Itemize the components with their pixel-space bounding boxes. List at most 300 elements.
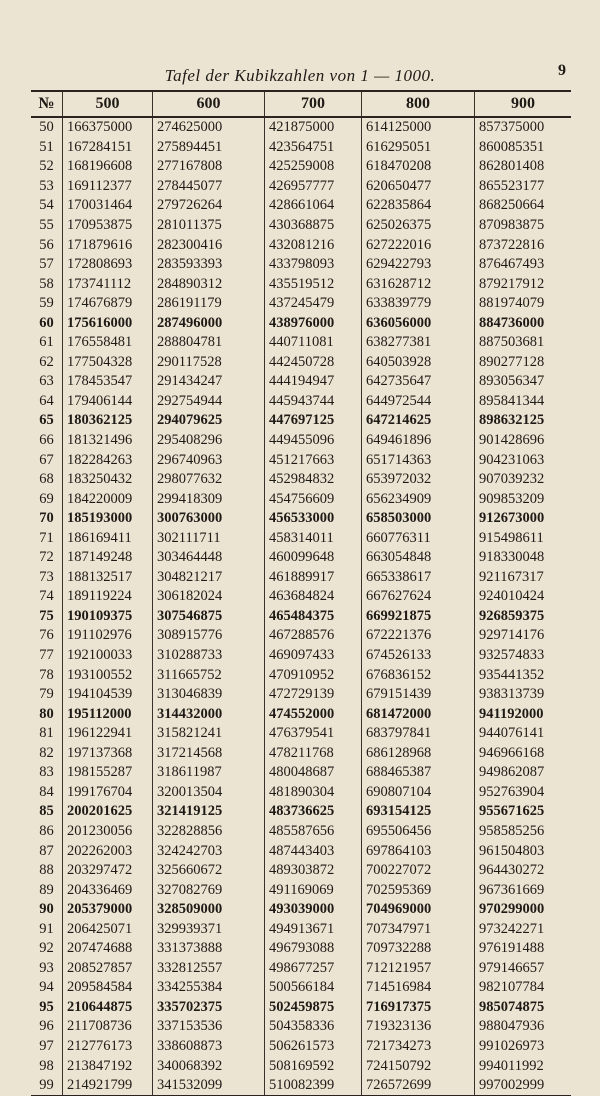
cube-600-cell: 284890312 xyxy=(152,274,264,294)
table-row xyxy=(31,235,571,255)
cube-700-cell: 438976000 xyxy=(264,313,361,333)
cube-700-cell: 421875000 xyxy=(264,118,361,138)
cube-700-cell: 447697125 xyxy=(264,411,361,431)
cube-500-cell: 213847192 xyxy=(62,1056,152,1076)
row-number-cell: 97 xyxy=(39,1037,54,1054)
row-number-cell: 79 xyxy=(39,686,54,703)
cube-500-cell: 196122941 xyxy=(62,724,152,744)
cube-900-cell: 907039232 xyxy=(474,470,571,490)
cube-700-cell: 435519512 xyxy=(264,274,361,294)
cube-700-cell: 494913671 xyxy=(264,919,361,939)
page-number: 9 xyxy=(558,62,566,79)
cube-900-cell: 868250664 xyxy=(474,196,571,216)
row-number-cell: 75 xyxy=(39,607,54,624)
cube-900-cell: 997002999 xyxy=(474,1076,571,1096)
cube-900-cell: 865523177 xyxy=(474,177,571,197)
cube-500-cell: 199176704 xyxy=(62,783,152,803)
cube-900-cell: 967361669 xyxy=(474,880,571,900)
cube-700-cell: 502459875 xyxy=(264,998,361,1018)
table-row xyxy=(31,138,571,158)
cube-600-cell: 295408296 xyxy=(152,431,264,451)
row-number-cell: 69 xyxy=(39,490,54,507)
cube-800-cell: 702595369 xyxy=(361,880,474,900)
cube-800-cell: 656234909 xyxy=(361,489,474,509)
row-number-cell: 87 xyxy=(39,842,54,859)
cube-600-cell: 303464448 xyxy=(152,548,264,568)
cube-900-cell: 918330048 xyxy=(474,548,571,568)
cube-600-cell: 338608873 xyxy=(152,1037,264,1057)
row-number-cell: 64 xyxy=(39,392,54,409)
cube-600-cell: 321419125 xyxy=(152,802,264,822)
cube-500-cell: 184220009 xyxy=(62,489,152,509)
cube-900-cell: 890277128 xyxy=(474,353,571,373)
cube-800-cell: 622835864 xyxy=(361,196,474,216)
cube-600-cell: 299418309 xyxy=(152,489,264,509)
cube-600-cell: 306182024 xyxy=(152,587,264,607)
cube-600-cell: 324242703 xyxy=(152,841,264,861)
cube-700-cell: 489303872 xyxy=(264,861,361,881)
cube-800-cell: 690807104 xyxy=(361,783,474,803)
table-row xyxy=(31,431,571,451)
cube-600-cell: 274625000 xyxy=(152,118,264,138)
cube-600-cell: 290117528 xyxy=(152,353,264,373)
table-row xyxy=(31,763,571,783)
row-number-cell: 91 xyxy=(39,920,54,937)
cube-800-cell: 642735647 xyxy=(361,372,474,392)
cube-900-cell: 941192000 xyxy=(474,704,571,724)
page-header xyxy=(30,60,570,90)
cube-600-cell: 281011375 xyxy=(152,216,264,236)
table-row xyxy=(31,919,571,939)
cube-500-cell: 192100033 xyxy=(62,646,152,666)
cube-500-cell: 172808693 xyxy=(62,255,152,275)
table-row xyxy=(31,939,571,959)
cube-900-cell: 988047936 xyxy=(474,1017,571,1037)
row-number-cell: 74 xyxy=(39,588,54,605)
row-number-cell: 83 xyxy=(39,764,54,781)
cube-500-cell: 200201625 xyxy=(62,802,152,822)
cube-900-cell: 935441352 xyxy=(474,665,571,685)
row-number-cell: 67 xyxy=(39,451,54,468)
cube-600-cell: 307546875 xyxy=(152,607,264,627)
cube-500-cell: 195112000 xyxy=(62,704,152,724)
row-number-cell: 58 xyxy=(39,275,54,292)
cube-500-cell: 191102976 xyxy=(62,626,152,646)
cube-900-cell: 893056347 xyxy=(474,372,571,392)
cube-700-cell: 500566184 xyxy=(264,978,361,998)
cube-800-cell: 707347971 xyxy=(361,919,474,939)
row-number-cell: 95 xyxy=(39,998,54,1015)
cube-900-cell: 976191488 xyxy=(474,939,571,959)
table-row xyxy=(31,177,571,197)
table-header xyxy=(31,92,571,118)
row-number-cell: 76 xyxy=(39,627,54,644)
cube-700-cell: 469097433 xyxy=(264,646,361,666)
cube-700-cell: 496793088 xyxy=(264,939,361,959)
table-row xyxy=(31,802,571,822)
table-row xyxy=(31,353,571,373)
table-row xyxy=(31,978,571,998)
row-number-cell: 52 xyxy=(39,158,54,175)
row-number-cell: 99 xyxy=(39,1077,54,1094)
cube-500-cell: 190109375 xyxy=(62,607,152,627)
cube-500-cell: 180362125 xyxy=(62,411,152,431)
cube-600-cell: 275894451 xyxy=(152,138,264,158)
table-row xyxy=(31,998,571,1018)
cube-900-cell: 985074875 xyxy=(474,998,571,1018)
row-number-cell: 98 xyxy=(39,1057,54,1074)
cube-500-cell: 214921799 xyxy=(62,1076,152,1096)
cube-600-cell: 314432000 xyxy=(152,704,264,724)
table-row xyxy=(31,685,571,705)
row-number-cell: 60 xyxy=(39,314,54,331)
cube-600-cell: 327082769 xyxy=(152,880,264,900)
table-row xyxy=(31,509,571,529)
row-number-cell: 92 xyxy=(39,940,54,957)
cube-800-cell: 683797841 xyxy=(361,724,474,744)
cube-800-cell: 679151439 xyxy=(361,685,474,705)
cube-500-cell: 183250432 xyxy=(62,470,152,490)
column-header-700: 700 xyxy=(264,92,361,116)
table-row xyxy=(31,607,571,627)
cube-600-cell: 278445077 xyxy=(152,177,264,197)
cube-700-cell: 425259008 xyxy=(264,157,361,177)
cube-700-cell: 478211768 xyxy=(264,744,361,764)
table-row xyxy=(31,841,571,861)
cube-900-cell: 952763904 xyxy=(474,783,571,803)
cube-600-cell: 313046839 xyxy=(152,685,264,705)
cube-700-cell: 456533000 xyxy=(264,509,361,529)
cube-900-cell: 946966168 xyxy=(474,744,571,764)
table-row xyxy=(31,372,571,392)
cube-700-cell: 470910952 xyxy=(264,665,361,685)
cube-600-cell: 291434247 xyxy=(152,372,264,392)
row-number-cell: 70 xyxy=(39,510,54,527)
cube-900-cell: 887503681 xyxy=(474,333,571,353)
cube-500-cell: 169112377 xyxy=(62,177,152,197)
cube-700-cell: 445943744 xyxy=(264,392,361,412)
cube-500-cell: 175616000 xyxy=(62,313,152,333)
table-row xyxy=(31,528,571,548)
cube-900-cell: 909853209 xyxy=(474,489,571,509)
cube-500-cell: 197137368 xyxy=(62,744,152,764)
cube-700-cell: 452984832 xyxy=(264,470,361,490)
row-number-cell: 90 xyxy=(39,901,54,918)
cube-500-cell: 194104539 xyxy=(62,685,152,705)
cube-500-cell: 170031464 xyxy=(62,196,152,216)
table-row xyxy=(31,959,571,979)
table-body xyxy=(31,118,571,1095)
row-number-cell: 77 xyxy=(39,647,54,664)
cube-900-cell: 915498611 xyxy=(474,528,571,548)
row-number-cell: 84 xyxy=(39,783,54,800)
cube-900-cell: 949862087 xyxy=(474,763,571,783)
row-number-cell: 93 xyxy=(39,959,54,976)
cube-900-cell: 973242271 xyxy=(474,919,571,939)
cube-600-cell: 304821217 xyxy=(152,568,264,588)
cube-600-cell: 334255384 xyxy=(152,978,264,998)
cube-500-cell: 167284151 xyxy=(62,138,152,158)
cube-600-cell: 287496000 xyxy=(152,313,264,333)
cube-800-cell: 667627624 xyxy=(361,587,474,607)
cube-900-cell: 938313739 xyxy=(474,685,571,705)
cube-800-cell: 704969000 xyxy=(361,900,474,920)
cube-800-cell: 636056000 xyxy=(361,313,474,333)
cube-500-cell: 205379000 xyxy=(62,900,152,920)
cube-800-cell: 629422793 xyxy=(361,255,474,275)
cube-800-cell: 714516984 xyxy=(361,978,474,998)
row-number-cell: 55 xyxy=(39,217,54,233)
cube-900-cell: 982107784 xyxy=(474,978,571,998)
cube-700-cell: 493039000 xyxy=(264,900,361,920)
cube-700-cell: 432081216 xyxy=(264,235,361,255)
cube-500-cell: 174676879 xyxy=(62,294,152,314)
row-number-cell: 59 xyxy=(39,295,54,312)
cube-800-cell: 625026375 xyxy=(361,216,474,236)
cube-800-cell: 676836152 xyxy=(361,665,474,685)
cube-500-cell: 188132517 xyxy=(62,568,152,588)
row-number-cell: 78 xyxy=(39,666,54,683)
row-number-cell: 89 xyxy=(39,881,54,898)
cube-800-cell: 674526133 xyxy=(361,646,474,666)
cube-900-cell: 876467493 xyxy=(474,255,571,275)
table-row xyxy=(31,626,571,646)
cube-900-cell: 884736000 xyxy=(474,313,571,333)
cube-900-cell: 958585256 xyxy=(474,822,571,842)
row-number-cell: 66 xyxy=(39,432,54,449)
row-number-cell: 54 xyxy=(39,197,54,214)
cube-700-cell: 460099648 xyxy=(264,548,361,568)
cube-800-cell: 672221376 xyxy=(361,626,474,646)
column-header-500: 500 xyxy=(62,92,152,116)
cubes-table xyxy=(31,90,571,1096)
cube-800-cell: 660776311 xyxy=(361,528,474,548)
cube-900-cell: 921167317 xyxy=(474,568,571,588)
cube-500-cell: 173741112 xyxy=(62,274,152,294)
row-number-cell: 56 xyxy=(39,236,54,253)
cube-800-cell: 649461896 xyxy=(361,431,474,451)
cube-900-cell: 991026973 xyxy=(474,1037,571,1057)
cube-500-cell: 168196608 xyxy=(62,157,152,177)
cube-700-cell: 504358336 xyxy=(264,1017,361,1037)
cube-600-cell: 283593393 xyxy=(152,255,264,275)
cube-600-cell: 298077632 xyxy=(152,470,264,490)
cube-500-cell: 171879616 xyxy=(62,235,152,255)
cube-600-cell: 296740963 xyxy=(152,450,264,470)
row-number-cell: 94 xyxy=(39,979,54,996)
cube-600-cell: 292754944 xyxy=(152,392,264,412)
row-number-cell: 65 xyxy=(39,412,54,429)
cube-600-cell: 317214568 xyxy=(152,744,264,764)
cube-700-cell: 444194947 xyxy=(264,372,361,392)
cube-800-cell: 618470208 xyxy=(361,157,474,177)
cube-900-cell: 970299000 xyxy=(474,900,571,920)
table-row xyxy=(31,157,571,177)
cube-900-cell: 994011992 xyxy=(474,1056,571,1076)
cube-700-cell: 506261573 xyxy=(264,1037,361,1057)
cube-500-cell: 187149248 xyxy=(62,548,152,568)
cube-800-cell: 647214625 xyxy=(361,411,474,431)
row-number-cell: 50 xyxy=(39,119,54,136)
row-number-cell: 63 xyxy=(39,373,54,390)
cube-600-cell: 315821241 xyxy=(152,724,264,744)
cube-700-cell: 426957777 xyxy=(264,177,361,197)
cube-800-cell: 719323136 xyxy=(361,1017,474,1037)
cube-600-cell: 300763000 xyxy=(152,509,264,529)
cube-700-cell: 487443403 xyxy=(264,841,361,861)
cube-800-cell: 633839779 xyxy=(361,294,474,314)
cube-800-cell: 627222016 xyxy=(361,235,474,255)
cube-900-cell: 929714176 xyxy=(474,626,571,646)
table-row xyxy=(31,646,571,666)
table-row xyxy=(31,783,571,803)
cube-600-cell: 286191179 xyxy=(152,294,264,314)
cube-800-cell: 631628712 xyxy=(361,274,474,294)
cube-500-cell: 178453547 xyxy=(62,372,152,392)
cube-500-cell: 209584584 xyxy=(62,978,152,998)
table-row xyxy=(31,450,571,470)
cube-900-cell: 862801408 xyxy=(474,157,571,177)
cube-900-cell: 961504803 xyxy=(474,841,571,861)
row-number-cell: 51 xyxy=(39,138,54,155)
cube-900-cell: 912673000 xyxy=(474,509,571,529)
cube-700-cell: 498677257 xyxy=(264,959,361,979)
cube-600-cell: 282300416 xyxy=(152,235,264,255)
cube-700-cell: 485587656 xyxy=(264,822,361,842)
cube-700-cell: 430368875 xyxy=(264,216,361,236)
cube-900-cell: 870983875 xyxy=(474,216,571,236)
table-row xyxy=(31,665,571,685)
row-number-cell: 57 xyxy=(39,256,54,273)
row-number-cell: 82 xyxy=(39,744,54,761)
cube-600-cell: 279726264 xyxy=(152,196,264,216)
cube-600-cell: 311665752 xyxy=(152,665,264,685)
cube-700-cell: 458314011 xyxy=(264,528,361,548)
cube-500-cell: 166375000 xyxy=(62,118,152,138)
cube-600-cell: 322828856 xyxy=(152,822,264,842)
table-row xyxy=(31,1076,571,1096)
row-number-cell: 80 xyxy=(39,705,54,722)
cube-900-cell: 944076141 xyxy=(474,724,571,744)
cube-700-cell: 463684824 xyxy=(264,587,361,607)
cube-700-cell: 440711081 xyxy=(264,333,361,353)
cube-700-cell: 474552000 xyxy=(264,704,361,724)
table-row xyxy=(31,196,571,216)
table-row xyxy=(31,587,571,607)
cube-700-cell: 461889917 xyxy=(264,568,361,588)
cube-500-cell: 198155287 xyxy=(62,763,152,783)
cube-500-cell: 204336469 xyxy=(62,880,152,900)
cube-800-cell: 693154125 xyxy=(361,802,474,822)
column-header-number: № xyxy=(38,95,55,112)
cube-800-cell: 638277381 xyxy=(361,333,474,353)
cube-600-cell: 288804781 xyxy=(152,333,264,353)
cube-800-cell: 620650477 xyxy=(361,177,474,197)
row-number-cell: 61 xyxy=(39,334,54,351)
cube-900-cell: 979146657 xyxy=(474,959,571,979)
cube-800-cell: 616295051 xyxy=(361,138,474,158)
cube-600-cell: 329939371 xyxy=(152,919,264,939)
cube-500-cell: 211708736 xyxy=(62,1017,152,1037)
cube-500-cell: 207474688 xyxy=(62,939,152,959)
table-row xyxy=(31,411,571,431)
table-row xyxy=(31,568,571,588)
cube-600-cell: 341532099 xyxy=(152,1076,264,1096)
cube-500-cell: 202262003 xyxy=(62,841,152,861)
cube-900-cell: 860085351 xyxy=(474,138,571,158)
cube-700-cell: 451217663 xyxy=(264,450,361,470)
cube-800-cell: 669921875 xyxy=(361,607,474,627)
cube-700-cell: 437245479 xyxy=(264,294,361,314)
table-row xyxy=(31,470,571,490)
cube-800-cell: 665338617 xyxy=(361,568,474,588)
cube-800-cell: 640503928 xyxy=(361,353,474,373)
row-number-cell: 86 xyxy=(39,822,54,839)
cube-700-cell: 508169592 xyxy=(264,1056,361,1076)
cube-500-cell: 201230056 xyxy=(62,822,152,842)
cube-600-cell: 302111711 xyxy=(152,528,264,548)
cube-800-cell: 709732288 xyxy=(361,939,474,959)
table-row xyxy=(31,489,571,509)
cube-700-cell: 467288576 xyxy=(264,626,361,646)
cube-600-cell: 294079625 xyxy=(152,411,264,431)
table-row xyxy=(31,333,571,353)
cube-600-cell: 331373888 xyxy=(152,939,264,959)
cube-700-cell: 428661064 xyxy=(264,196,361,216)
cube-700-cell: 454756609 xyxy=(264,489,361,509)
table-row xyxy=(31,313,571,333)
page-title: Tafel der Kubikzahlen von 1 — 1000. xyxy=(164,66,436,85)
cube-800-cell: 686128968 xyxy=(361,744,474,764)
cube-700-cell: 510082399 xyxy=(264,1076,361,1096)
cube-800-cell: 716917375 xyxy=(361,998,474,1018)
cube-500-cell: 193100552 xyxy=(62,665,152,685)
cube-700-cell: 481890304 xyxy=(264,783,361,803)
cube-700-cell: 476379541 xyxy=(264,724,361,744)
cube-600-cell: 310288733 xyxy=(152,646,264,666)
cube-900-cell: 932574833 xyxy=(474,646,571,666)
cube-600-cell: 308915776 xyxy=(152,626,264,646)
cube-500-cell: 170953875 xyxy=(62,216,152,236)
table-row xyxy=(31,1056,571,1076)
cube-900-cell: 857375000 xyxy=(474,118,571,138)
cube-900-cell: 895841344 xyxy=(474,392,571,412)
cube-800-cell: 663054848 xyxy=(361,548,474,568)
table-row xyxy=(31,822,571,842)
cube-900-cell: 881974079 xyxy=(474,294,571,314)
cube-900-cell: 955671625 xyxy=(474,802,571,822)
cube-800-cell: 614125000 xyxy=(361,118,474,138)
cube-700-cell: 433798093 xyxy=(264,255,361,275)
column-header-800: 800 xyxy=(361,92,474,116)
cube-600-cell: 328509000 xyxy=(152,900,264,920)
row-number-cell: 53 xyxy=(39,177,54,194)
cube-800-cell: 644972544 xyxy=(361,392,474,412)
cube-600-cell: 332812557 xyxy=(152,959,264,979)
table-row xyxy=(31,744,571,764)
cube-600-cell: 335702375 xyxy=(152,998,264,1018)
cube-700-cell: 483736625 xyxy=(264,802,361,822)
cube-600-cell: 325660672 xyxy=(152,861,264,881)
table-row xyxy=(31,392,571,412)
cube-500-cell: 210644875 xyxy=(62,998,152,1018)
cube-700-cell: 442450728 xyxy=(264,353,361,373)
cube-600-cell: 340068392 xyxy=(152,1056,264,1076)
cube-500-cell: 203297472 xyxy=(62,861,152,881)
cube-800-cell: 695506456 xyxy=(361,822,474,842)
cube-500-cell: 182284263 xyxy=(62,450,152,470)
cube-900-cell: 898632125 xyxy=(474,411,571,431)
